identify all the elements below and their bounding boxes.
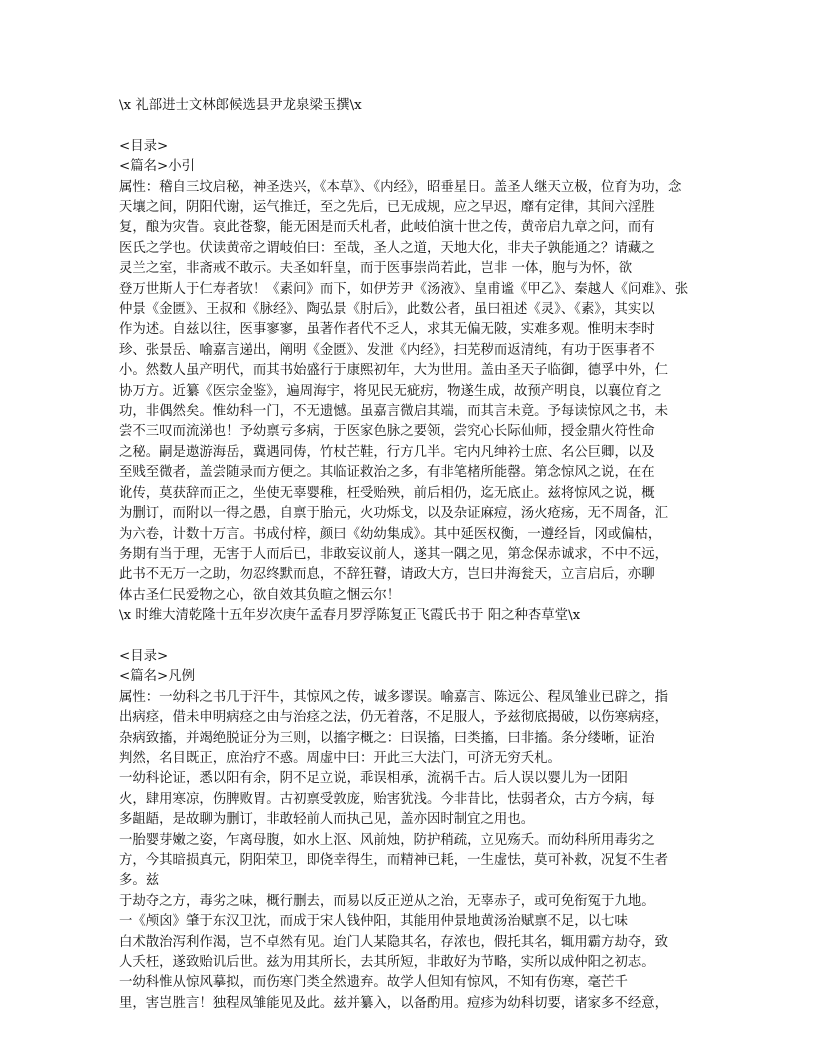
text-line: 属性：一幼科之书几于汗牛，其惊风之传，诚多谬误。喻嘉言、陈远公、程凤雏业已辟之，指 (119, 689, 669, 705)
text-line: 医氏之学也。伏读黄帝之谓岐伯曰：至哉，圣人之道，天地大化，非夫子孰能通之？请藏之 (119, 240, 655, 256)
text-line: 判然，名目既正，庶治疗不惑。周虚中曰：开此三大法门，可济无穷夭札。 (119, 750, 561, 766)
text-line: 复，酿为灾眚。哀此苍黎，能无困是而夭札者，此岐伯演十世之传，黄帝启九章之问，而有 (119, 220, 655, 236)
text-line: 此书不无万一之助，勿忍终默而息，不辞狂瞽，请政大方，岂曰井海瓮天，立言启后，亦聊 (119, 567, 655, 583)
text-line: 小。然数人虽产明代，而其书始盛行于康熙初年，大为世用。盖由圣天子临御，德孚中外，仁 (119, 363, 669, 379)
text-line: 灵兰之室，非斋戒不敢示。夫圣如轩皇，而于医事崇尚若此，岂非 一体，胞与为怀，欲 (119, 261, 633, 277)
text-line: 出病痉，借未申明病痉之由与治痉之法，仍无着落，不足服人，予兹彻底揭破，以伤寒病痉， (119, 710, 669, 726)
text-line: 务期有当于理，无害于人而后已，非敢妄议前人，遂其一隅之见，第念保赤诚求，不中不远， (119, 546, 669, 562)
text-line: <目录> (119, 648, 169, 664)
text-line: \x 时维大清乾隆十五年岁次庚午孟春月罗浮陈复正飞霞氏书于 阳之种杏草堂\x (119, 608, 581, 624)
document-page (119, 96, 709, 1014)
text-line: 一胎婴芽嫩之姿，乍离母腹，如水上沤、风前烛，防护稍疏，立见殇夭。而幼科所用毒劣之 (119, 832, 655, 848)
text-line: 一幼科论证，悉以阳有余，阴不足立说，乖误相承，流祸千古。后人误以婴儿为一团阳 (119, 771, 628, 787)
text-line: <篇名>小引 (119, 159, 196, 175)
text-line: 里，害岂胜言！独程凤雏能见及此。兹并纂入，以备酌用。痘疹为幼科切要，诸家多不经意， (119, 995, 669, 1011)
text-line: 仲景《金匮》、王叔和《脉经》、陶弘景《肘后》，此数公者，虽曰祖述《灵》、《素》，其实以 (119, 302, 655, 318)
text-line: 一《颅囟》肇于东汉卫沈，而成于宋人钱仲阳，其能用仲景地黄汤治赋禀不足，以七味 (119, 914, 628, 930)
blank-line (119, 627, 709, 647)
text-line: 人夭枉，遂致贻讥后世。兹为用其所长，去其所短，非敢好为节略，实所以成仲阳之初志。 (119, 955, 655, 971)
text-line: 火，肆用寒凉，伤脾败胃。古初禀受敦庞，贻害犹浅。今非昔比，怯弱者众，古方今病，每 (119, 791, 655, 807)
text-line: 登万世斯人于仁寿者欤！《素问》而下，如伊芳尹《汤液》、皇甫谧《甲乙》、秦越人《问难》、张 (119, 281, 689, 297)
blank-line (119, 116, 709, 136)
text-line: 至贱至微者，盖尝随录而方便之。其临证救治之多，有非笔楮所能罄。第念惊风之说，在在 (119, 465, 655, 481)
text-line: \x 礼部进士文林郎候选县尹龙泉梁玉撰\x (119, 98, 362, 113)
text-line: 尝不三叹而流涕也！予幼禀亏多病，于医家色脉之要领，尝究心长际仙师，授金鼎火符性命 (119, 424, 655, 440)
text-line: 为六卷，计数十万言。书成付梓，颜曰《幼幼集成》。其中延医权衡，一遵经旨，冈或偏枯， (119, 526, 662, 542)
text-line: 协万方。近纂《医宗金鉴》，遍周海宇，将见民无疵疠，物遂生成，故预产明良，以襄位育之 (119, 383, 662, 399)
text-line: 体古圣仁民爱物之心，欲自效其负暄之悃云尔！ (119, 587, 401, 603)
text-line: 方，今其暗损真元，阴阳荣卫，即侥幸得生，而精神已耗，一生虚怯，莫可补救，况复不生者 (119, 853, 669, 868)
text-line: 于劫夺之方，毒劣之味，概行删去，而易以反正逆从之治，无辜赤子，或可免衔冤于九地。 (119, 893, 655, 909)
text-line: 珍、张景岳、喻嘉言递出，阐明《金匮》、发泄《内经》，扫芜秽而返清纯，有功于医事者不 (119, 342, 655, 358)
text-line: 功，非偶然矣。惟幼科一门，不无遗憾。虽嘉言微启其端，而其言未竟。予每读惊风之书，未 (119, 404, 669, 420)
text-line: 多。兹 (119, 873, 160, 889)
text-line: <目录> (119, 138, 169, 154)
text-line: 白术散治泻利作渴，岂不卓然有见。迨门人某隐其名，存浓也，假托其名，辄用霸方劫夺，致 (119, 934, 669, 950)
text-line: 之秘。嗣是遨游海岳，冀遇同俦，竹杖芒鞋，行方几半。宅内凡绅衿士庶、名公巨卿，以及 (119, 444, 655, 460)
text-line: 多龃龉，是故聊为删订，非敢轻前人而执己见，盖亦因时制宜之用也。 (119, 812, 535, 828)
text-line: <篇名>凡例 (119, 669, 196, 685)
text-line: 为删订，而附以一得之愚，自禀于胎元，火功烁戈，以及杂证麻痘，汤火疮疡，无不周备，汇 (119, 506, 669, 522)
text-line: 属性：稽自三坟启秘，神圣迭兴，《本草》、《内经》，昭垂星日。盖圣人继天立极，位育为功，念 (119, 179, 682, 195)
text-line: 天壤之间，阴阳代谢，运气推迁，至之先后，已无成规，应之早迟，靡有定律，其间六淫胜 (119, 200, 655, 216)
text-line: 杂病致搐，并竭绝脱证分为三则，以搐字概之：曰误搐，曰类搐，曰非搐。条分缕晰，证治 (119, 730, 655, 746)
text-line: 作为述。自兹以往，医事寥寥，虽著作者代不乏人，求其无偏无陂，实难多观。惟明末李时 (119, 322, 655, 338)
text-line: 讹传，莫获辞而正之，坐使无辜婴稚，枉受贻殃，前后相仍，迄无底止。兹将惊风之说，概 (119, 485, 655, 501)
text-line: 一幼科惟从惊风摹拟，而伤寒门类全然遗弃。故学人但知有惊风，不知有伤寒，毫芒千 (119, 975, 628, 991)
